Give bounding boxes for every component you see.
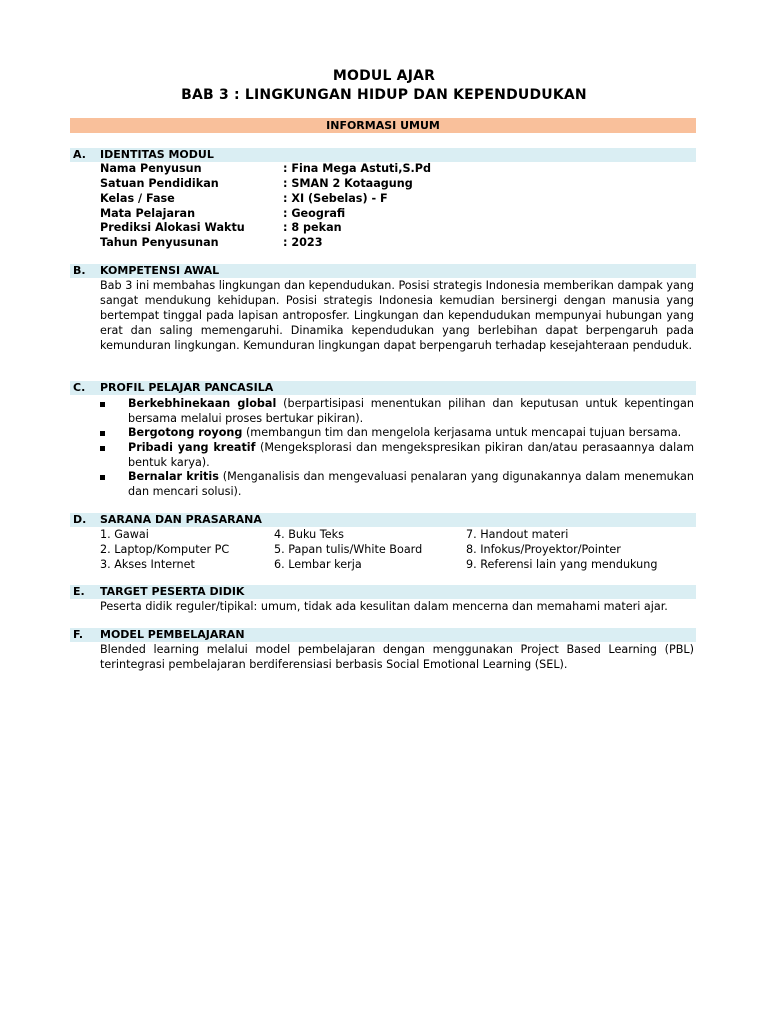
sarana-item: 4. Buku Teks <box>274 528 344 541</box>
sarana-item: 9. Referensi lain yang mendukung <box>466 558 658 571</box>
profil-item <box>100 426 694 441</box>
section-title: SARANA DAN PRASARANA <box>100 513 262 526</box>
bullet-square-icon <box>100 446 105 451</box>
module-title: MODUL AJAR <box>332 68 436 84</box>
section-letter: A. <box>73 148 86 161</box>
profil-item-text: (membangun tim dan mengelola kerjasama untuk mencapai tujuan bersama. <box>242 426 682 439</box>
value-nama-penyusun: : Fina Mega Astuti,S.Pd <box>283 162 432 175</box>
section-header-kompetensi <box>70 264 696 278</box>
section-letter: F. <box>73 628 84 641</box>
section-title: PROFIL PELAJAR PANCASILA <box>100 381 274 394</box>
value-alokasi-waktu: : 8 pekan <box>283 221 342 234</box>
sarana-col-2 <box>274 527 422 572</box>
section-header-profil <box>70 381 696 395</box>
target-text: Peserta didik reguler/tipikal: umum, tidak ada kesulitan dalam mencerna dan memahami materi ajar. <box>100 600 668 613</box>
sarana-col-3 <box>466 527 657 572</box>
section-letter: D. <box>73 513 87 526</box>
sarana-item: 3. Akses Internet <box>100 558 195 571</box>
label-mata-pelajaran: Mata Pelajaran <box>100 207 196 220</box>
section-header-identitas <box>70 148 696 162</box>
profil-item-text: (Menganalisis dan mengevaluasi penalaran yang digunakannya dalam menemukan dan mencari solusi). <box>128 470 694 498</box>
value-satuan-pendidikan: : SMAN 2 Kotaagung <box>283 177 413 190</box>
section-title: IDENTITAS MODUL <box>100 148 214 161</box>
kompetensi-paragraph: Bab 3 ini membahas lingkungan dan kependudukan. Posisi strategis Indonesia memberikan dampak yang sangat mendukung kehidupan. Posisi strategis Indonesia kemudian bersinergi dengan manusia yang bertempat tinggal pada lapisan antroposfer. Lingkungan dan kependudukan mempunyai hubungan yang erat dan saling memengaruhi. Dinamika kependudukan yang berlebihan dapat berpengaruh pada kemunduran lingkungan. Kemunduran lingkungan dapat berpengaruh terhadap kesejahteraan penduduk. <box>100 279 694 352</box>
profil-item <box>100 441 694 471</box>
section-title: KOMPETENSI AWAL <box>100 264 220 277</box>
sarana-item: 5. Papan tulis/White Board <box>274 543 423 556</box>
label-alokasi-waktu: Prediksi Alokasi Waktu <box>100 221 245 234</box>
label-kelas-fase: Kelas / Fase <box>100 192 175 205</box>
label-satuan-pendidikan: Satuan Pendidikan <box>100 177 219 190</box>
section-letter: B. <box>73 264 86 277</box>
profil-item-bold: Bergotong royong <box>128 426 243 439</box>
sarana-col-1 <box>100 527 229 572</box>
section-letter: C. <box>73 381 86 394</box>
label-tahun-penyusunan: Tahun Penyusunan <box>100 236 219 249</box>
sarana-item: 8. Infokus/Proyektor/Pointer <box>466 543 621 556</box>
bullet-square-icon <box>100 475 105 480</box>
section-header-sarana <box>70 513 696 527</box>
profil-item-text: (Mengeksplorasi dan mengekspresikan pikiran dan/atau perasaannya dalam bentuk karya). <box>128 441 694 469</box>
section-title: MODEL PEMBELAJARAN <box>100 628 245 641</box>
bullet-square-icon <box>100 402 105 407</box>
general-info-banner: INFORMASI UMUM <box>70 118 696 133</box>
profil-item-bold: Berkebhinekaan global <box>128 397 277 410</box>
chapter-title: BAB 3 : LINGKUNGAN HIDUP DAN KEPENDUDUKAN <box>181 87 587 103</box>
section-header-target <box>70 585 696 599</box>
section-header-model <box>70 628 696 642</box>
sarana-item: 1. Gawai <box>100 528 149 541</box>
section-letter: E. <box>73 585 85 598</box>
value-tahun-penyusunan: : 2023 <box>283 236 323 249</box>
profil-item <box>100 470 694 500</box>
value-mata-pelajaran: : Geografi <box>283 207 346 220</box>
section-title: TARGET PESERTA DIDIK <box>100 585 245 598</box>
bullet-square-icon <box>100 431 105 436</box>
sarana-item: 2. Laptop/Komputer PC <box>100 543 230 556</box>
profil-item <box>100 397 694 427</box>
profil-item-text: (berpartisipasi menentukan pilihan dan keputusan untuk kepentingan bersama melalui proses bertukar pikiran). <box>128 397 695 425</box>
sarana-item: 6. Lembar kerja <box>274 558 362 571</box>
profil-item-bold: Bernalar kritis <box>128 470 219 483</box>
model-paragraph: Blended learning melalui model pembelajaran dengan menggunakan Project Based Learning (PBL) terintegrasi pembelajaran berdiferensiasi berbasis Social Emotional Learning (SEL). <box>100 643 694 671</box>
label-nama-penyusun: Nama Penyusun <box>100 162 202 175</box>
value-kelas-fase: : XI (Sebelas) - F <box>283 192 388 205</box>
profil-item-bold: Pribadi yang kreatif <box>128 441 256 454</box>
sarana-item: 7. Handout materi <box>466 528 569 541</box>
